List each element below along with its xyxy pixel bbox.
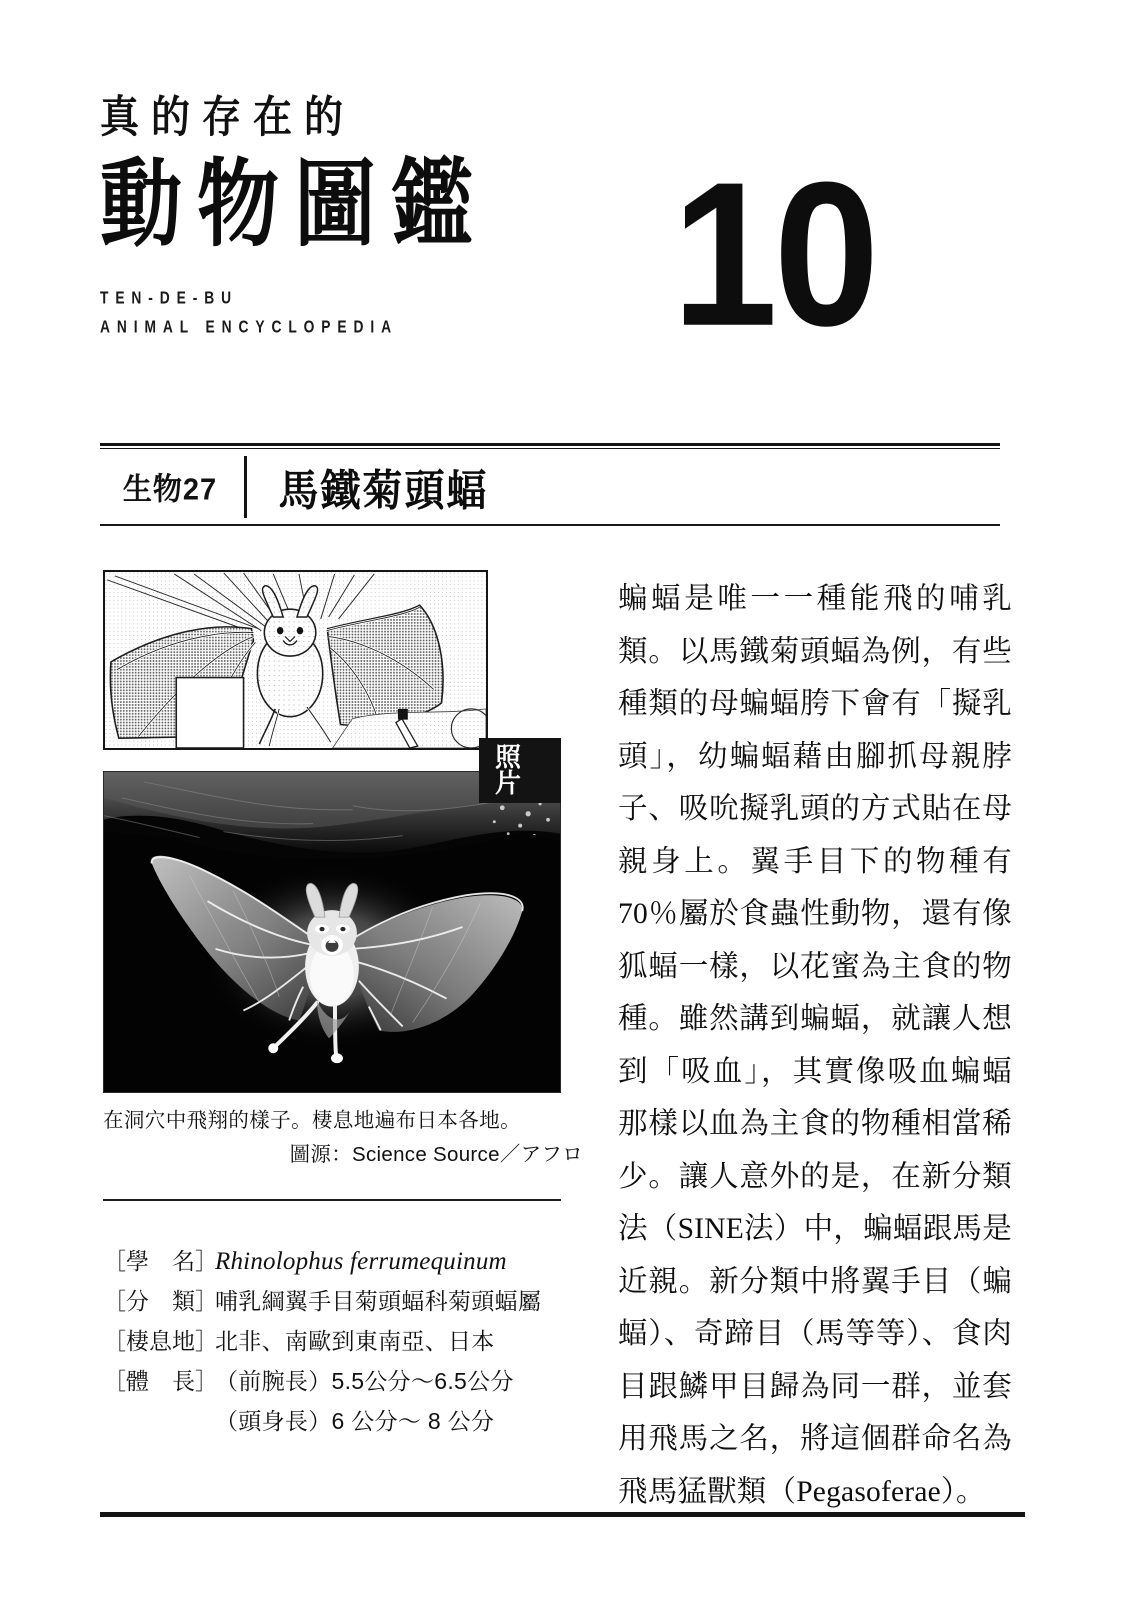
section-label: 生物27 bbox=[122, 472, 218, 507]
figure-credit: 圖源：Science Source／アフロ bbox=[289, 1142, 583, 1166]
spec-key: ［學 名］ bbox=[103, 1248, 218, 1274]
masthead-romaji: TEN-DE-BU bbox=[100, 287, 238, 308]
figure-caption-block bbox=[103, 1105, 583, 1171]
spec-key: ［棲息地］ bbox=[103, 1328, 218, 1354]
spec-key: ［體 長］ bbox=[103, 1368, 218, 1394]
spec-row bbox=[103, 1363, 573, 1396]
spec-value: Rhinolophus ferrumequinum bbox=[215, 1248, 507, 1275]
masthead-kicker: 真的存在的 bbox=[100, 93, 356, 142]
spec-value: 哺乳綱翼手目菊頭蝠科菊頭蝠屬 bbox=[215, 1288, 542, 1314]
section-top-rule bbox=[100, 443, 1000, 449]
spec-row bbox=[103, 1403, 573, 1436]
spec-row bbox=[103, 1283, 573, 1316]
left-column bbox=[103, 570, 583, 1434]
article-body: 蝙蝠是唯一一種能飛的哺乳類。以馬鐵菊頭蝠為例，有些種類的母蝙蝠胯下會有「擬乳頭」，幼蝙蝠藉由腳抓母親脖子、吸吮擬乳頭的方式貼在母親身上。翼手目下的物種有70％屬於食蟲性動物，還有像狐蝠一樣，以花蜜為主食的物種。雖然講到蝙蝠，就讓人想到「吸血」，其實像吸血蝙蝠那樣以血為主食的物種相當稀少。讓人意外的是，在新分類法（SINE法）中，蝙蝠跟馬是近親。新分類中將翼手目（蝙蝠）、奇蹄目（馬等等）、食肉目跟鱗甲目歸為同一群，並套用飛馬之名，將這個群命名為飛馬猛獸類（Pegasoferae）。 bbox=[618, 583, 1012, 1508]
masthead-title: 動物圖鑑 bbox=[100, 152, 489, 258]
spec-value: 北非、南歐到東南亞、日本 bbox=[215, 1328, 495, 1354]
species-spec-list bbox=[103, 1243, 573, 1443]
spec-row bbox=[103, 1323, 573, 1356]
masthead-english: ANIMAL ENCYCLOPEDIA bbox=[100, 316, 398, 338]
section-header bbox=[100, 456, 1000, 518]
spec-row bbox=[103, 1243, 573, 1276]
section-title: 馬鐵菊頭蝠 bbox=[278, 467, 489, 515]
illustration-panel bbox=[103, 570, 488, 750]
photo-image bbox=[104, 772, 560, 1092]
spec-value: （頭身長）6 公分～ 8 公分 bbox=[215, 1408, 495, 1434]
section-bottom-rule bbox=[100, 524, 1000, 526]
figure-caption: 在洞穴中飛翔的樣子。棲息地遍布日本各地。 bbox=[103, 1109, 521, 1132]
spec-divider-rule bbox=[103, 1199, 561, 1201]
photo-label-tab: 照 片 bbox=[479, 738, 561, 803]
bat-photograph bbox=[103, 771, 561, 1093]
chapter-number: 10 bbox=[672, 140, 876, 370]
spec-value: （前腕長）5.5公分～6.5公分 bbox=[215, 1368, 514, 1394]
spec-key: ［分 類］ bbox=[103, 1288, 218, 1314]
bat-illustration bbox=[105, 572, 486, 748]
footer-rule bbox=[100, 1512, 1025, 1517]
